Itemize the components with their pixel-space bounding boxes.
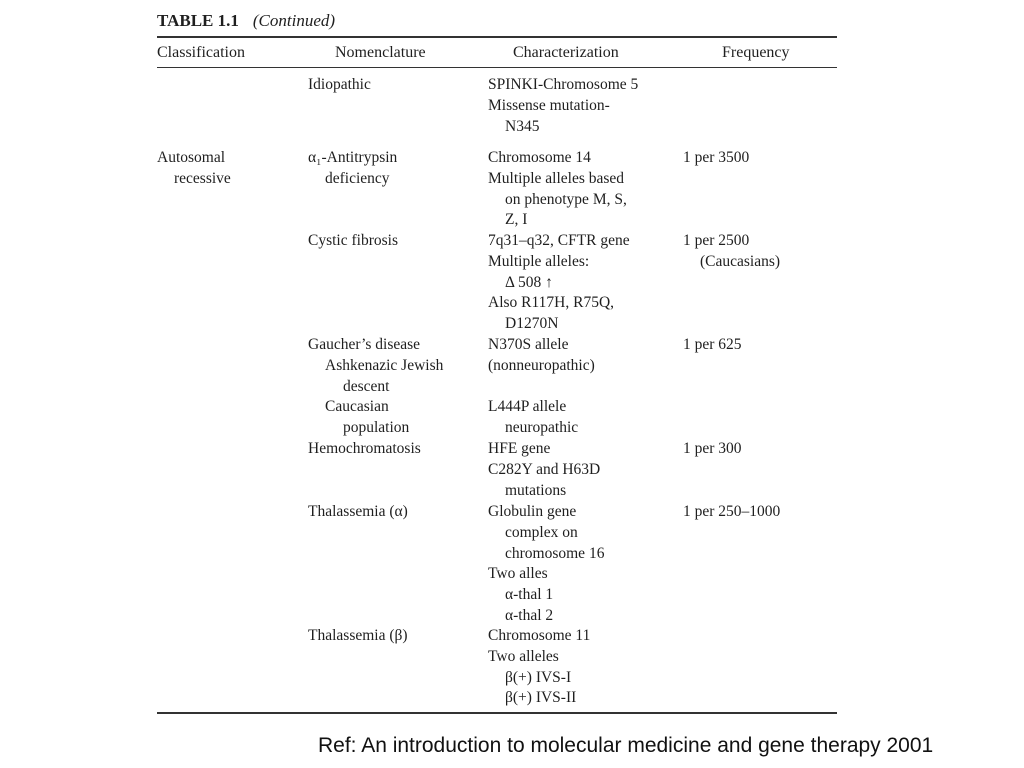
header-characterization: Characterization xyxy=(513,44,619,61)
nomenclature-line: descent xyxy=(343,377,390,395)
nomenclature-cell xyxy=(308,335,443,439)
table-caption xyxy=(157,11,335,31)
characterization-line: N345 xyxy=(505,117,540,135)
frequency-cell xyxy=(683,231,780,273)
frequency-line: 1 per 625 xyxy=(683,336,742,353)
characterization-cell xyxy=(488,439,600,501)
characterization-line: Missense mutation- xyxy=(488,96,610,114)
characterization-line: α-thal 1 xyxy=(505,586,554,604)
bottom-rule xyxy=(157,712,837,714)
characterization-line xyxy=(488,377,595,398)
frequency-cell xyxy=(683,439,742,460)
top-rule xyxy=(157,36,837,38)
characterization-line: N370S allele xyxy=(488,336,569,353)
characterization-line: Δ 508 ↑ xyxy=(505,273,553,291)
nomenclature-line: Gaucher’s disease xyxy=(308,336,421,353)
nomenclature-line: Thalassemia (β) xyxy=(308,627,408,644)
table-label: TABLE 1.1 xyxy=(157,11,239,30)
characterization-line: Multiple alleles based xyxy=(488,169,625,187)
nomenclature-line: deficiency xyxy=(325,169,390,187)
characterization-line: Globulin gene xyxy=(488,503,577,520)
characterization-line: Also R117H, R75Q, xyxy=(488,294,615,312)
characterization-line: Chromosome 11 xyxy=(488,627,591,644)
characterization-line: HFE gene xyxy=(488,440,551,457)
header-frequency: Frequency xyxy=(722,44,790,61)
characterization-line: SPINKI-Chromosome 5 xyxy=(488,76,639,93)
characterization-line: β(+) IVS-I xyxy=(505,668,572,686)
table-continued: (Continued) xyxy=(252,11,336,30)
characterization-line: chromosome 16 xyxy=(505,544,605,562)
nomenclature-line: Hemochromatosis xyxy=(308,440,421,457)
characterization-line: D1270N xyxy=(505,315,559,333)
characterization-cell xyxy=(488,75,638,137)
nomenclature-cell xyxy=(308,75,371,96)
characterization-line: C282Y and H63D xyxy=(488,460,601,478)
characterization-line: Z, I xyxy=(505,211,528,229)
characterization-line: L444P allele xyxy=(488,398,567,416)
nomenclature-line: Idiopathic xyxy=(308,76,371,93)
characterization-cell xyxy=(488,502,604,627)
nomenclature-cell xyxy=(308,439,421,460)
frequency-line: 1 per 2500 xyxy=(683,232,750,249)
nomenclature-line: α₁-Antitrypsin xyxy=(308,149,398,166)
characterization-line: neuropathic xyxy=(505,419,579,437)
characterization-cell xyxy=(488,148,627,231)
characterization-line: mutations xyxy=(505,481,567,499)
characterization-line: on phenotype M, S, xyxy=(505,190,627,208)
frequency-line: 1 per 300 xyxy=(683,440,742,457)
characterization-cell xyxy=(488,626,590,709)
reference-text: Ref: An introduction to molecular medicine and gene therapy 2001 xyxy=(318,734,934,757)
frequency-line: 1 per 3500 xyxy=(683,149,750,166)
characterization-line: Two alleles xyxy=(488,647,559,665)
frequency-cell xyxy=(683,335,742,356)
nomenclature-line: Ashkenazic Jewish xyxy=(325,356,444,374)
nomenclature-cell xyxy=(308,148,397,190)
header-classification: Classification xyxy=(157,44,245,61)
classification-line: Autosomal xyxy=(157,149,226,166)
characterization-line: Two alles xyxy=(488,565,548,583)
characterization-line: Multiple alleles: xyxy=(488,252,590,270)
characterization-line: complex on xyxy=(505,523,578,541)
frequency-cell xyxy=(683,502,780,523)
characterization-line: β(+) IVS-II xyxy=(505,689,577,707)
nomenclature-line: Cystic fibrosis xyxy=(308,232,398,249)
characterization-line: Chromosome 14 xyxy=(488,149,591,166)
characterization-cell xyxy=(488,335,595,439)
nomenclature-line: Thalassemia (α) xyxy=(308,503,408,520)
characterization-line: α-thal 2 xyxy=(505,606,554,624)
frequency-cell xyxy=(683,148,749,169)
characterization-cell xyxy=(488,231,630,335)
nomenclature-line: population xyxy=(343,419,410,437)
nomenclature-cell xyxy=(308,502,408,523)
nomenclature-line: Caucasian xyxy=(325,398,389,416)
frequency-line: (Caucasians) xyxy=(700,252,781,270)
nomenclature-cell xyxy=(308,626,408,647)
characterization-line: (nonneuropathic) xyxy=(488,356,595,374)
classification-cell xyxy=(157,148,231,190)
nomenclature-cell xyxy=(308,231,398,252)
classification-line: recessive xyxy=(174,169,231,187)
frequency-line: 1 per 250–1000 xyxy=(683,503,781,520)
characterization-line: 7q31–q32, CFTR gene xyxy=(488,232,630,249)
header-nomenclature: Nomenclature xyxy=(335,44,426,61)
header-rule xyxy=(157,67,837,68)
